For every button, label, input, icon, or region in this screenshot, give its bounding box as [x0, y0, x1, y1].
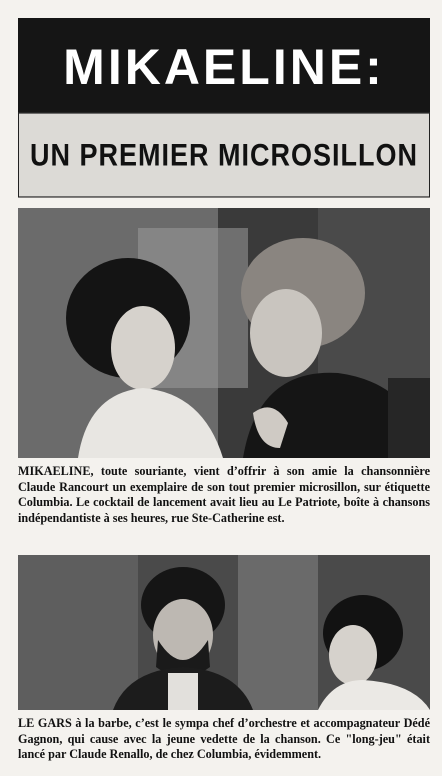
subheadline: UN PREMIER MICROSILLON	[18, 112, 430, 197]
caption-photo-2	[18, 716, 430, 763]
photo-mikaeline-and-claude-rancourt	[18, 208, 430, 458]
caption-photo-1	[18, 464, 430, 526]
caption-text: toute souriante, vient d’offrir à son amie la chansonnière Claude Rancourt un exemplaire de son tout premier microsillon, sur étiquette Columbia. Le cocktail de lancement avait lieu au Le Patriote, boîte à chansons indépendantiste à ses heures, rue Ste-Catherine est.	[18, 464, 430, 525]
caption-text: à la barbe, c’est le sympa chef d’orchestre et accompagnateur Dédé Gagnon, qui cause avec la jeune vedette de la chanson. Ce "long-jeu" était lancé par Claude Renallo, de chez Columbia, évidemment.	[18, 716, 430, 761]
caption-lead: MIKAELINE,	[18, 464, 94, 478]
headline: MIKAELINE:	[18, 18, 430, 116]
caption-lead: LE GARS	[18, 716, 72, 730]
photo-dede-gagnon-and-singer	[18, 555, 430, 710]
